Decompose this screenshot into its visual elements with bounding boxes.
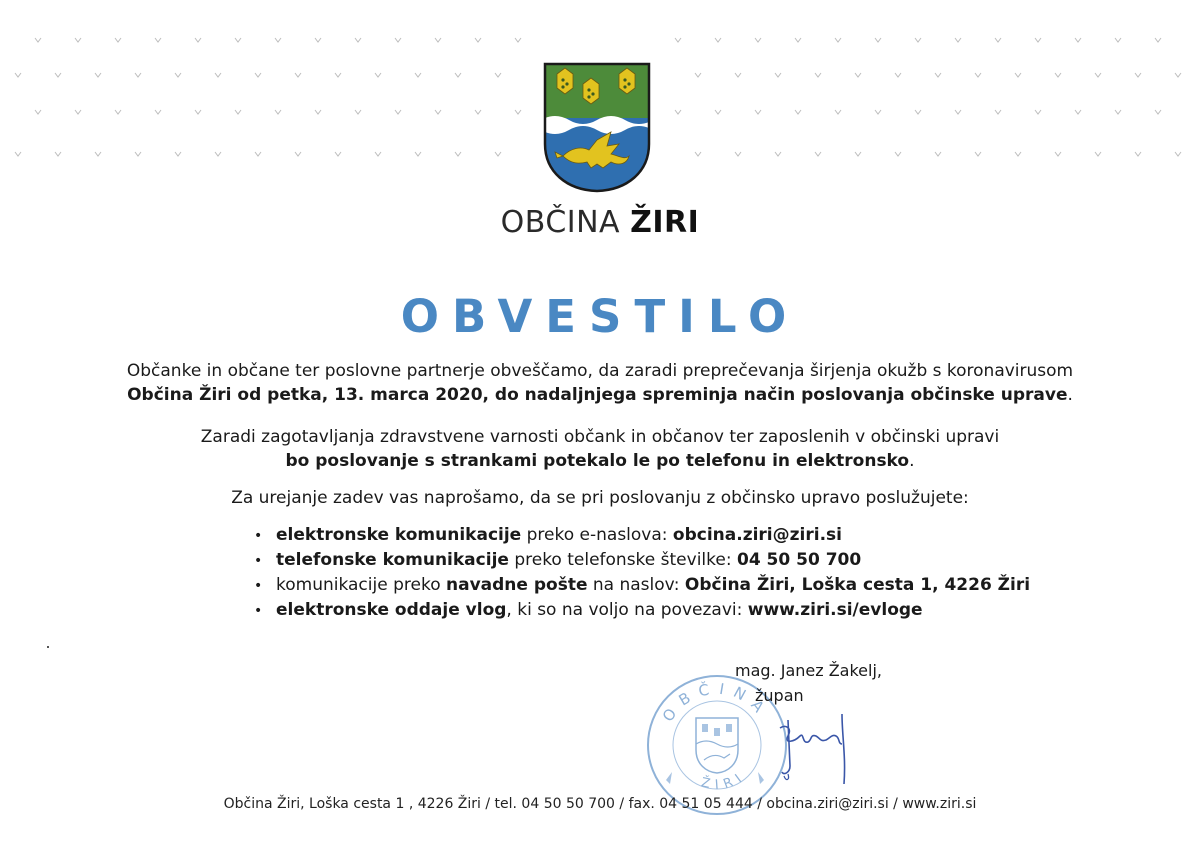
chevron-mark xyxy=(915,38,921,42)
chevron-mark xyxy=(975,73,981,77)
chevron-mark xyxy=(215,73,221,77)
footer-contact: Občina Žiri, Loška cesta 1 , 4226 Žiri / tel. 04 50 50 700 / fax. 04 51 05 444 / obcina.ziri@ziri.si / www.ziri.si xyxy=(223,796,977,812)
chevron-mark xyxy=(135,152,141,156)
chevron-mark xyxy=(175,73,181,77)
chevron-mark xyxy=(95,152,101,156)
chevron-mark xyxy=(995,38,1001,42)
chevron-mark xyxy=(395,38,401,42)
chevron-mark xyxy=(955,38,961,42)
chevron-mark xyxy=(135,73,141,77)
chevron-mark xyxy=(195,38,201,42)
chevron-mark xyxy=(395,110,401,114)
chevron-mark xyxy=(1055,152,1061,156)
chevron-mark xyxy=(115,110,121,114)
chevron-mark xyxy=(755,110,761,114)
chevron-mark xyxy=(255,152,261,156)
item-text: na naslov: xyxy=(587,575,685,595)
chevron-mark xyxy=(295,152,301,156)
chevron-mark xyxy=(235,38,241,42)
phone-number: 04 50 50 700 xyxy=(736,550,862,570)
chevron-mark xyxy=(715,110,721,114)
chevron-mark xyxy=(255,73,261,77)
bullet-icon: • xyxy=(254,603,263,619)
municipality-name xyxy=(0,205,1200,240)
bullet-icon: • xyxy=(254,528,263,544)
chevron-mark xyxy=(875,110,881,114)
paragraph-safety-line1: Zaradi zagotavljanja zdravstvene varnosti občank in občanov ter zaposlenih v občinski upravi xyxy=(200,427,1000,447)
notice-title: OBVESTILO xyxy=(400,290,800,343)
chevron-mark xyxy=(1135,73,1141,77)
period: . xyxy=(909,451,915,471)
municipality-name-bold: ŽIRI xyxy=(630,205,700,240)
paragraph-intro-bold: Občina Žiri od petka, 13. marca 2020, do nadaljnjega spreminja način poslovanja občinske uprave xyxy=(127,385,1068,405)
chevron-mark xyxy=(415,73,421,77)
chevron-mark xyxy=(215,152,221,156)
period: . xyxy=(1067,385,1073,405)
list-item xyxy=(254,573,1030,598)
chevron-mark xyxy=(1115,38,1121,42)
chevron-mark xyxy=(315,110,321,114)
paragraph-request: Za urejanje zadev vas naprošamo, da se pri poslovanju z občinsko upravo poslužujete: xyxy=(231,488,969,508)
signer-role: župan xyxy=(755,686,804,705)
chevron-mark xyxy=(35,38,41,42)
chevron-mark xyxy=(1015,73,1021,77)
chevron-mark xyxy=(735,152,741,156)
chevron-mark xyxy=(1055,73,1061,77)
chevron-mark xyxy=(55,73,61,77)
chevron-mark xyxy=(875,38,881,42)
chevron-mark xyxy=(455,73,461,77)
email-link[interactable]: obcina.ziri@ziri.si xyxy=(672,525,842,545)
chevron-mark xyxy=(715,38,721,42)
bullet-icon: • xyxy=(254,578,263,594)
chevron-mark xyxy=(195,110,201,114)
chevron-mark xyxy=(155,110,161,114)
chevron-mark xyxy=(675,38,681,42)
chevron-mark xyxy=(515,110,521,114)
item-bold-label: telefonske komunikacije xyxy=(276,550,509,570)
item-text: , ki so na voljo na povezavi: xyxy=(506,600,748,620)
item-bold-label: navadne pošte xyxy=(446,575,588,595)
chevron-mark xyxy=(35,110,41,114)
chevron-mark xyxy=(295,73,301,77)
chevron-mark xyxy=(455,152,461,156)
chevron-mark xyxy=(735,73,741,77)
chevron-mark xyxy=(495,73,501,77)
handwritten-signature-icon xyxy=(776,706,866,792)
signer-name: mag. Janez Žakelj, xyxy=(735,661,882,680)
chevron-mark xyxy=(275,38,281,42)
chevron-mark xyxy=(915,110,921,114)
chevron-mark xyxy=(1035,38,1041,42)
paragraph-safety-bold: bo poslovanje s strankami potekalo le po telefonu in elektronsko xyxy=(285,451,910,471)
chevron-mark xyxy=(315,38,321,42)
list-item xyxy=(254,523,1030,548)
chevron-mark xyxy=(275,110,281,114)
paragraph-safety xyxy=(0,425,1200,473)
signer-block xyxy=(735,658,882,708)
municipality-name-regular: OBČINA xyxy=(500,205,621,240)
chevron-mark xyxy=(375,73,381,77)
chevron-mark xyxy=(115,38,121,42)
chevron-mark xyxy=(1115,110,1121,114)
chevron-mark xyxy=(695,73,701,77)
coat-of-arms-icon xyxy=(541,60,653,195)
chevron-mark xyxy=(335,73,341,77)
chevron-mark xyxy=(75,110,81,114)
chevron-mark xyxy=(1095,73,1101,77)
scan-speck xyxy=(47,646,49,648)
chevron-mark xyxy=(695,152,701,156)
evloge-link[interactable]: www.ziri.si/evloge xyxy=(747,600,923,620)
chevron-mark xyxy=(775,152,781,156)
chevron-mark xyxy=(495,152,501,156)
chevron-mark xyxy=(1155,110,1161,114)
contact-list xyxy=(254,523,1030,623)
stamp-text-top: OBČINA xyxy=(658,679,774,726)
item-bold-label: elektronske oddaje vlog xyxy=(276,600,507,620)
chevron-mark xyxy=(175,152,181,156)
chevron-mark xyxy=(415,152,421,156)
chevron-mark xyxy=(475,38,481,42)
chevron-mark xyxy=(1035,110,1041,114)
postal-address: Občina Žiri, Loška cesta 1, 4226 Žiri xyxy=(684,575,1031,595)
chevron-mark xyxy=(235,110,241,114)
chevron-mark xyxy=(975,152,981,156)
item-bold-label: elektronske komunikacije xyxy=(276,525,522,545)
chevron-mark xyxy=(1175,73,1181,77)
paragraph-intro xyxy=(0,359,1200,407)
item-text: preko telefonske številke: xyxy=(508,550,737,570)
chevron-mark xyxy=(355,110,361,114)
chevron-mark xyxy=(895,73,901,77)
chevron-mark xyxy=(95,73,101,77)
chevron-mark xyxy=(935,152,941,156)
item-text: komunikacije preko xyxy=(276,575,446,595)
chevron-mark xyxy=(795,110,801,114)
chevron-mark xyxy=(1015,152,1021,156)
chevron-mark xyxy=(855,73,861,77)
chevron-mark xyxy=(995,110,1001,114)
chevron-mark xyxy=(835,38,841,42)
chevron-mark xyxy=(435,38,441,42)
chevron-mark xyxy=(775,73,781,77)
paragraph-intro-line2 xyxy=(0,383,1200,407)
list-item xyxy=(254,548,1030,573)
chevron-mark xyxy=(15,152,21,156)
chevron-mark xyxy=(1095,152,1101,156)
chevron-mark xyxy=(1175,152,1181,156)
chevron-mark xyxy=(795,38,801,42)
chevron-mark xyxy=(15,73,21,77)
chevron-mark xyxy=(355,38,361,42)
chevron-mark xyxy=(895,152,901,156)
list-item xyxy=(254,598,1030,623)
chevron-mark xyxy=(1075,38,1081,42)
chevron-mark xyxy=(935,73,941,77)
chevron-mark xyxy=(155,38,161,42)
chevron-mark xyxy=(815,152,821,156)
chevron-mark xyxy=(75,38,81,42)
chevron-mark xyxy=(1075,110,1081,114)
chevron-mark xyxy=(515,38,521,42)
chevron-mark xyxy=(475,110,481,114)
paragraph-intro-line1: Občanke in občane ter poslovne partnerje obveščamo, da zaradi preprečevanja širjenja okužb s koronavirusom xyxy=(126,361,1074,381)
chevron-mark xyxy=(1155,38,1161,42)
chevron-mark xyxy=(955,110,961,114)
chevron-mark xyxy=(335,152,341,156)
stamp-text-bottom: ŽIRI xyxy=(699,768,750,794)
bullet-icon: • xyxy=(254,553,263,569)
chevron-mark xyxy=(835,110,841,114)
chevron-mark xyxy=(435,110,441,114)
chevron-mark xyxy=(855,152,861,156)
chevron-mark xyxy=(815,73,821,77)
item-text: preko e-naslova: xyxy=(521,525,673,545)
chevron-mark xyxy=(55,152,61,156)
chevron-mark xyxy=(1135,152,1141,156)
paragraph-safety-line2 xyxy=(0,449,1200,473)
chevron-mark xyxy=(375,152,381,156)
chevron-mark xyxy=(755,38,761,42)
chevron-mark xyxy=(675,110,681,114)
